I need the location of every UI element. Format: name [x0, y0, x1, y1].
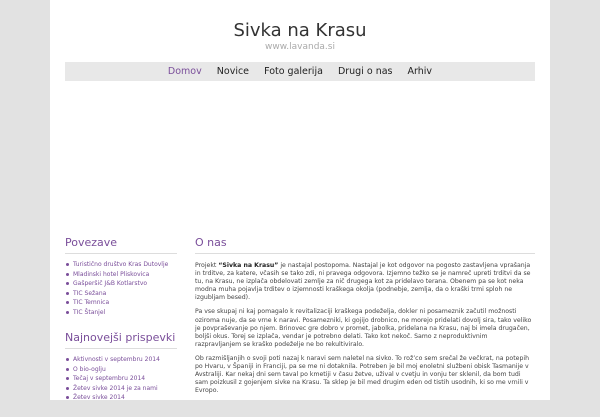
- page-heading: O nas: [195, 236, 535, 254]
- links-heading: Povezave: [65, 236, 177, 254]
- recent-post-link[interactable]: Žetev sivke 2014 je za nami: [65, 384, 177, 394]
- recent-post-link[interactable]: Aktivnosti v septembru 2014: [65, 355, 177, 365]
- sidebar-link[interactable]: Mladinski hotel Pliskovica: [65, 270, 177, 280]
- paragraph-2: Pa vse skupaj ni kaj pomagalo k revitalizaciji kraškega podeželja, dokler ni posameznik začutil možnosti oziroma nuje, da se vrne k naravi. Posamezniki, ki gojijo drobnico, ne morejo pridelati dovolj sira, tako veliko je povpraševanje po njem. Brinovec gre dobro v promet, jabolka, pridelana na Krasu, naj bi imela drugačen, boljši okus. Torej se izplača, vendar je potrebno delati. Tako kot nekoč. Samo z neproduktivnim razpravljanjem se kraško podeželje ne bo rekultiviralo.: [195, 308, 532, 348]
- paragraph-3: Ob razmišljanjih o svoji poti nazaj k naravi sem naletel na sivko. To rož’co sem srečal že večkrat, na potepih po Hvaru, v Španiji in Franciji, pa se me ni dotaknila. Potreben je bil moj enoletni službeni obisk Tasmanije v Avstraliji. Kar nekaj dni sem taval po kmetiji v času žetve, užival v cvetju in vonju ter sklenil, da bom tudi sam poizkusil z gojenjem sivke na Krasu. Ta sklep je bil med drugim eden od tistih usodnih, ki so me vrnili v Evropo.: [195, 354, 530, 395]
- main-nav: [65, 62, 535, 81]
- sidebar-link[interactable]: Turistično društvo Kras Dutovlje: [65, 260, 177, 270]
- sidebar-link[interactable]: TIC Temnica: [65, 298, 177, 308]
- page-container: [50, 0, 550, 400]
- main-content: [195, 236, 535, 401]
- recent-post-link[interactable]: O bio-oglju: [65, 365, 177, 375]
- nav-item-domov[interactable]: Domov: [167, 66, 202, 77]
- sidebar-link[interactable]: Gašperšič J&B Kotlarstvo: [65, 279, 177, 289]
- p1-rest: je nastajal postopoma. Nastajal je kot odgovor na pogosto zastavljena vprašanja in trditve, za katere, včasih se tako zdi, ni pravega odgovora. Izjemno težko se je namreč upreti trditvi da se tu, na Krasu, ne izplača obdelovati zemlje za nič drugega kot za pridelavo terana. Obenem pa se kot neka modna muha pojavlja trditev o izjemnosti kraškega okolja (podnebje, zemlja, da o kraški trmi sploh ne izgubljam besed).: [195, 262, 531, 302]
- sidebar-link[interactable]: TIC Štanjel: [65, 308, 177, 318]
- nav-item-foto-galerija[interactable]: Foto galerija: [264, 66, 323, 77]
- sidebar-link[interactable]: TIC Sežana: [65, 289, 177, 299]
- posts-list: [65, 355, 177, 403]
- p1-prefix: Projekt: [195, 262, 219, 269]
- posts-heading: Najnovejši prispevki: [65, 331, 177, 349]
- sidebar: [65, 236, 177, 417]
- recent-post-link[interactable]: Žetev sivke 2014: [65, 393, 177, 403]
- nav-item-novice[interactable]: Novice: [216, 66, 250, 77]
- project-name: “Sivka na Krasu”: [218, 262, 279, 269]
- paragraph-1: [195, 262, 535, 302]
- recent-post-link[interactable]: Tečaj v septembru 2014: [65, 374, 177, 384]
- site-url: www.lavanda.si: [265, 42, 335, 52]
- links-list: [65, 260, 177, 317]
- nav-item-drugi-o-nas[interactable]: Drugi o nas: [337, 66, 393, 77]
- site-title[interactable]: Sivka na Krasu: [233, 20, 367, 41]
- nav-item-arhiv[interactable]: Arhiv: [407, 66, 433, 77]
